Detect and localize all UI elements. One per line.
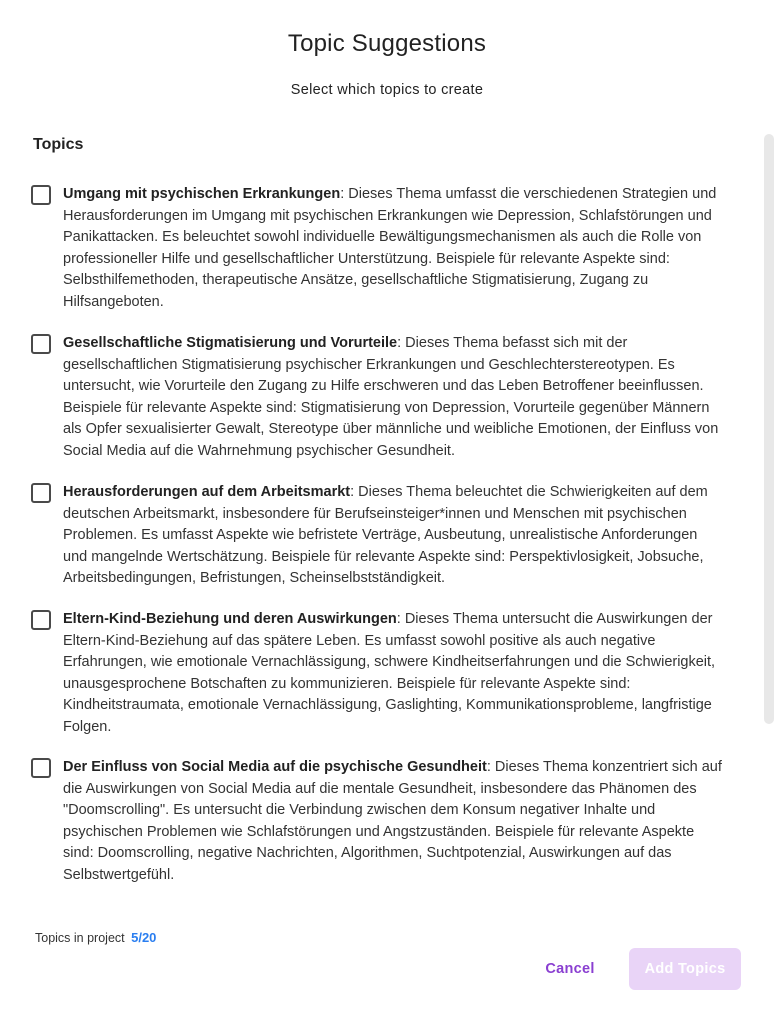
topic-text — [63, 184, 723, 314]
topics-heading: Topics — [33, 136, 84, 153]
topics-scroll-area[interactable] — [0, 128, 774, 898]
topic-checkbox[interactable] — [31, 334, 51, 354]
topic-text — [63, 333, 723, 463]
topic-description: : Dieses Thema beleuchtet die Schwierigkeiten auf dem deutschen Arbeitsmarkt, insbesondere für Berufseinsteiger*innen und Menschen mit psychischen Problemen. Es umfasst Aspekte wie befristete Verträge, Ausbeutung, unrealistische Anforderungen und mangelnde Wertschätzung. Beispiele für relevante Aspekte sind: Perspektivlosigkeit, Jobsuche, Arbeitsbedingungen, Befristungen, Scheinselbstständigkeit. — [63, 484, 708, 587]
dialog-subtitle: Select which topics to create — [290, 82, 484, 98]
topic-title: Gesellschaftliche Stigmatisierung und Vorurteile — [63, 335, 398, 351]
topics-count — [35, 930, 156, 945]
topic-title: Eltern-Kind-Beziehung und deren Auswirkungen — [63, 611, 397, 627]
scrollbar[interactable] — [764, 134, 774, 724]
topic-title: Umgang mit psychischen Erkrankungen — [63, 186, 341, 202]
topic-description: : Dieses Thema umfasst die verschiedenen Strategien und Herausforderungen im Umgang mit psychischen Erkrankungen wie Depression, Schlafstörungen und Panikattacken. Es beleuchtet sowohl individuelle Bewältigungsmechanismen als auch die Rolle von professioneller Hilfe und gesellschaftlicher Unterstützung. Beispiele für relevante Aspekte sind: Selbsthilfemethoden, therapeutische Ansätze, gesellschaftliche Stigmatisierung, Zugang zu Hilfsangeboten. — [63, 186, 717, 310]
dialog-title: Topic Suggestions — [287, 30, 487, 57]
scrollbar-thumb[interactable] — [764, 134, 774, 724]
topic-description: : Dieses Thema konzentriert sich auf die Auswirkungen von Social Media auf die mentale Gesundheit, insbesondere das Phänomen des "Doomscrolling". Es untersucht die Verbindung zwischen dem Konsum negativer Inhalte und psychischen Problemen wie Schlafstörungen und Angstzuständen. Beispiele für relevante Aspekte sind: Doomscrolling, negative Nachrichten, Algorithmen, Suchtpotenzial, Auswirkungen auf das Selbstwertgefühl. — [63, 759, 722, 883]
topic-title: Der Einfluss von Social Media auf die psychische Gesundheit — [63, 759, 487, 775]
topic-text — [63, 757, 723, 887]
topic-checkbox[interactable] — [31, 758, 51, 778]
topic-checkbox[interactable] — [31, 185, 51, 205]
topic-description: : Dieses Thema untersucht die Auswirkungen der Eltern-Kind-Beziehung auf das spätere Leben. Es umfasst sowohl positive als auch negative Erfahrungen, wie emotionale Vernachlässigung, schwere Kindheitserfahrungen und die Schwierigkeit, unausgesprochene Botschaften zu kommunizieren. Beispiele für relevante Aspekte sind: Kindheitstraumata, emotionale Vernachlässigung, Gaslighting, Kommunikationsprobleme, langfristige Folgen. — [63, 611, 716, 735]
topic-description: : Dieses Thema befasst sich mit der gesellschaftlichen Stigmatisierung psychischer Erkrankungen und Geschlechterstereotypen. Es untersucht, wie Vorurteile den Zugang zu Hilfe erschweren und das Leben Betroffener beeinflussen. Beispiele für relevante Aspekte sind: Stigmatisierung von Depression, Vorurteile gegenüber Männern als Opfer sexualisierter Gewalt, Stereotype über männliche und weibliche Emotionen, der Einfluss von Social Media auf die Wahrnehmung psychischer Gesundheit. — [63, 335, 719, 459]
topics-count-value: 5/20 — [131, 930, 157, 945]
add-topics-button[interactable]: Add Topics — [629, 948, 741, 990]
topic-checkbox[interactable] — [31, 610, 51, 630]
topics-count-label: Topics in project — [35, 931, 125, 945]
topic-text — [63, 482, 723, 590]
topic-text — [63, 609, 723, 739]
topic-checkbox[interactable] — [31, 483, 51, 503]
topic-title: Herausforderungen auf dem Arbeitsmarkt — [63, 484, 351, 500]
cancel-button[interactable]: Cancel — [530, 950, 610, 988]
